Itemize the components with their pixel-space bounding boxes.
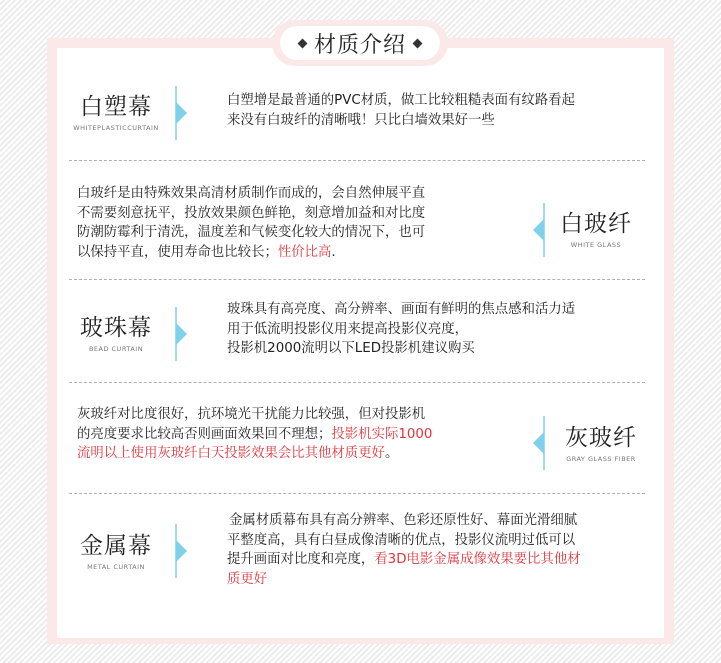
material-name-white-glass bbox=[546, 211, 646, 249]
desc-line: 投影机2000流明以下LED投影机建议购买 bbox=[227, 341, 475, 356]
chevron-left-icon bbox=[529, 416, 545, 470]
desc-line: 来没有白玻纤的清晰哦！只比白墙效果好一些 bbox=[227, 112, 495, 128]
desc-line: 提升画面对比度和亮度，看3D电影金属成像效果要比其他材 bbox=[227, 552, 581, 567]
chevron-right-icon bbox=[175, 307, 191, 361]
material-name-zh: 白塑幕 bbox=[80, 94, 152, 120]
material-desc-bead bbox=[227, 300, 575, 359]
highlight-text: 投影机实际1000 bbox=[331, 426, 433, 442]
chevron-right-icon bbox=[175, 524, 191, 578]
desc-line: 用于低流明投影仪用来提高投影仪亮度， bbox=[227, 321, 469, 337]
material-name-en: METAL CURTAIN bbox=[87, 563, 145, 571]
desc-line: 白玻纤是由特殊效果高清材质制作而成的，会自然伸展平直 bbox=[77, 186, 426, 201]
desc-line: 白塑增是最普通的PVC材质，做工比较粗糙表面有纹路看起 bbox=[227, 93, 575, 108]
desc-line: 玻珠具有高亮度、高分辨率、画面有鲜明的焦点感和活力适 bbox=[227, 302, 576, 317]
material-desc-metal bbox=[227, 511, 581, 589]
highlight-text: 看3D电影金属成像效果要比其他材 bbox=[374, 552, 581, 567]
highlight-text: 质更好 bbox=[227, 571, 268, 587]
desc-line: 平整度高，具有白昼成像清晰的优点，投影仪流明过低可以 bbox=[227, 532, 576, 548]
material-name-white-plastic bbox=[66, 94, 166, 132]
desc-line bbox=[227, 570, 581, 590]
material-name-bead bbox=[66, 315, 166, 353]
highlight-text: 性价比高 bbox=[277, 244, 332, 260]
material-desc-white-plastic bbox=[227, 91, 575, 130]
material-name-metal bbox=[66, 533, 166, 571]
material-name-zh: 白玻纤 bbox=[560, 211, 632, 237]
diamond-icon-left bbox=[298, 38, 308, 48]
material-name-en: WHITEPLASTICCURTAIN bbox=[73, 124, 159, 132]
dashed-divider bbox=[69, 279, 645, 280]
material-name-zh: 玻珠幕 bbox=[80, 315, 152, 341]
material-name-zh: 金属幕 bbox=[80, 533, 152, 559]
section-title bbox=[280, 26, 440, 60]
desc-line: 灰玻纤对比度很好，抗环境光干扰能力比较强，但对投影机 bbox=[77, 407, 426, 422]
desc-line: 以保持平直，使用寿命也比较长；性价比高. bbox=[77, 244, 336, 260]
diamond-icon-right bbox=[413, 38, 423, 48]
desc-line: 不需要刻意抚平，投放效果颜色鲜艳，刻意增加益和对比度 bbox=[77, 205, 426, 221]
desc-line: 防潮防霉利于清洗，温度差和气候变化较大的情况下，也可 bbox=[77, 225, 426, 240]
material-name-en: WHITE GLASS bbox=[570, 241, 622, 249]
material-desc-gray-glass bbox=[77, 405, 432, 464]
material-name-gray-glass bbox=[546, 425, 656, 463]
highlight-text: 流明以上使用灰玻纤白天投影效果会比其他材质更好 bbox=[77, 446, 385, 461]
desc-line: 金属材质幕布具有高分辨率、色彩还原性好、幕面光滑细腻 bbox=[229, 513, 578, 528]
material-desc-white-glass bbox=[77, 184, 425, 262]
material-name-en: GRAY GLASS FIBER bbox=[566, 455, 636, 463]
desc-line: 流明以上使用灰玻纤白天投影效果会比其他材质更好。 bbox=[77, 446, 399, 461]
dashed-divider bbox=[69, 160, 645, 161]
chevron-right-icon bbox=[175, 86, 191, 140]
desc-line: 的亮度要求比较高否则画面效果回不理想；投影机实际1000 bbox=[77, 426, 433, 442]
dashed-divider bbox=[69, 493, 645, 494]
material-name-zh: 灰玻纤 bbox=[565, 425, 637, 451]
dashed-divider bbox=[69, 382, 645, 383]
section-title-text: 材质介绍 bbox=[313, 32, 406, 58]
material-name-en: BEAD CURTAIN bbox=[88, 345, 144, 353]
chevron-left-icon bbox=[529, 203, 545, 257]
